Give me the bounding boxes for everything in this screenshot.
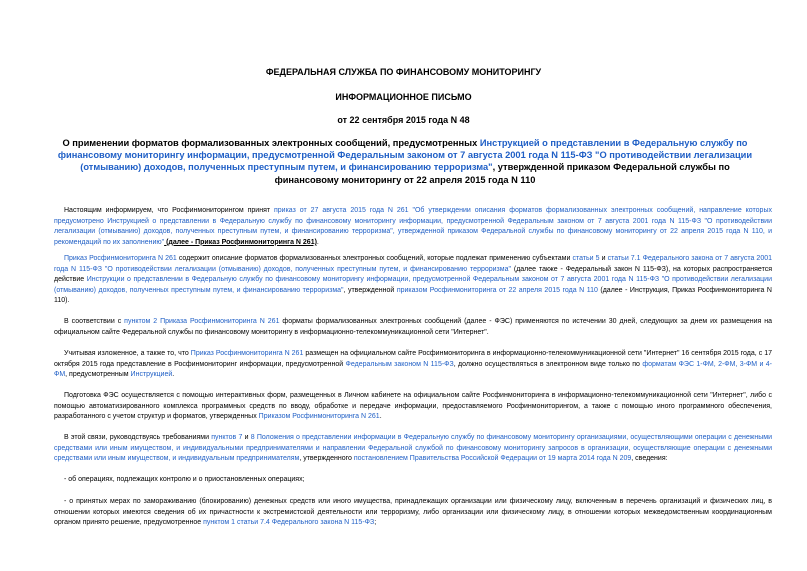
text: .: [172, 371, 175, 379]
paragraph-2: [54, 254, 772, 307]
instruction-link[interactable]: Инструкцией: [130, 371, 173, 379]
paragraph-1: [54, 206, 772, 248]
text: , сведения:: [631, 455, 668, 463]
title-instruction-link[interactable]: Инструкцией о представлении в Федеральную службу по финансовому мониторингу информации, предусмотренной Федеральным законом от 7 августа 2001 года N 115-ФЗ "О противодействии легализации (отмыванию) доходов, полученных преступным путем, и финансированию терроризма": [57, 138, 753, 173]
fes-formats-link[interactable]: форматам ФЭС 1-ФМ, 2-ФМ, 3-ФМ и 4-ФМ: [54, 360, 773, 379]
point-7-link[interactable]: пунктов 7: [211, 434, 243, 441]
text: В соответствии с: [64, 318, 125, 325]
order-261-link[interactable]: Приказом Росфинмониторинга N 261: [258, 413, 380, 421]
order-261-link[interactable]: приказ от 27 августа 2015 года N 261 "Об утверждении описания форматов формализованных электронных сообщений, направление которых предусмотрено Инструкцией о представлении в Федеральную службу по финансовому мониторингу информации, предусмотренной Федеральным законом от 7 августа 2001 года N 115-ФЗ "О противодействии легализации (отмыванию) доходов, полученных преступным путем, и финансированию терроризма", утвержденной приказом Федеральной службы по финансовому мониторингу от 22 апреля 2015 года N 110, и рекомендаций по их заполнению": [54, 207, 772, 246]
text: содержит описание форматов формализованных электронных сообщений, которые подлежат применению субъектами: [176, 255, 573, 262]
text: ;: [374, 519, 377, 527]
title-text: О применении форматов формализованных электронных сообщений, предусмотренных: [62, 138, 480, 148]
text: форматы формализованных электронных сообщений (далее - ФЭС) применяются по истечении 30 дней, следующих за днем их размещения на официальном сайте Федеральной службы по финансовому мониторингу в информационно-телекоммуникационной сети "Интернет".: [54, 318, 772, 336]
order-110-link[interactable]: приказом Росфинмониторинга от 22 апреля 2015 года N 110: [396, 286, 598, 294]
text: .: [316, 238, 319, 246]
order-261-link[interactable]: Приказ Росфинмониторинга N 261: [64, 255, 177, 262]
government-decree-209-link[interactable]: постановлением Правительства Российской Федерации от 19 марта 2014 года N 209: [353, 455, 632, 463]
text: (далее также - Федеральный закон N 115-ФЗ), на которых распространяется действие: [54, 265, 773, 284]
text: , утвержденного: [299, 455, 354, 463]
agency-heading: ФЕДЕРАЛЬНАЯ СЛУЖБА ПО ФИНАНСОВОМУ МОНИТОРИНГУ: [265, 67, 542, 77]
instruction-link[interactable]: Инструкции о представлении в Федеральную службу по финансовому мониторингу информации, предусмотренной Федеральным законом от 7 августа 2001 года N 115-ФЗ "О противодействии легализации (отмыванию) доходов, полученных преступным путем, и финансированию терроризма": [54, 276, 772, 294]
text: , утвержденной: [343, 286, 397, 294]
text: и: [599, 255, 608, 262]
regulation-point-8-link[interactable]: 8 Положения о представлении информации в Федеральную службу по финансовому мониторингу организациями, осуществляющими операции с денежными средствами или иным имуществом, и индивидуальными предпринимателями и направлении Федеральной службой по финансовому мониторингу запросов в организации, осуществляющие операции с денежными средствами или иным имуществом, и индивидуальным предпринимателям: [54, 434, 772, 463]
paragraph-3: [54, 317, 772, 338]
document-type-heading: ИНФОРМАЦИОННОЕ ПИСЬМО: [335, 92, 472, 102]
text: - о принятых мерах по замораживанию (блокированию) денежных средств или иного имущества, принадлежащих организации или физическому лицу, включенным в перечень организаций и физических лиц, в отношении которых имеются сведения об их причастности к экстремистской деятельности или терроризму, либо организации или физическому лицу, в отношении которых межведомственным координационным органом принято решение, предусмотренное: [54, 498, 772, 527]
article-7-1-link[interactable]: статьи 7.1 Федерального закона от 7 августа 2001 года N 115-ФЗ "О противодействии легализации (отмыванию) доходов, полученных преступным путем, и финансированию терроризма": [54, 255, 772, 273]
article-5-link[interactable]: статьи 5: [572, 255, 600, 262]
list-item-freezing: [54, 497, 772, 529]
text: Подготовка ФЭС осуществляется с помощью интерактивных форм, размещенных в Личном кабинете на официальном сайте Росфинмониторинга в информационно-телекоммуникационной сети "Интернет", либо с помощью автоматизированного комплекса программных средств по вводу, обработке и передаче информации, предоставляемого Росфинмониторингом, а также с помощью иного программного обеспечения, разработанного с учетом структур и форматов, утвержденных: [54, 392, 772, 421]
document-title: [50, 137, 760, 186]
text: , предусмотренным: [65, 371, 131, 379]
federal-law-115-link[interactable]: Федеральным законом N 115-ФЗ: [345, 360, 454, 368]
title-text-end: , утвержденной приказом Федеральной службы по финансовому мониторингу от 22 апреля 2015 года N 110: [274, 162, 730, 185]
document-date-number: от 22 сентября 2015 года N 48: [337, 115, 470, 125]
paragraph-6: [54, 433, 772, 465]
text: .: [379, 413, 382, 421]
order-261-short-name: (далее - Приказ Росфинмониторинга N 261): [164, 238, 317, 246]
paragraph-4: [54, 349, 772, 381]
paragraph-5: [54, 391, 772, 423]
text: Настоящим информируем, что Росфинмониторингом принят: [64, 207, 274, 214]
text: В этой связи, руководствуясь требованиями: [64, 434, 212, 441]
article-7-4-link[interactable]: пунктом 1 статьи 7.4 Федерального закона N 115-ФЗ: [203, 519, 375, 527]
order-261-link[interactable]: Приказ Росфинмониторинга N 261: [190, 350, 304, 357]
text: (далее - Инструкция, Приказ Росфинмониторинга N 110).: [54, 286, 772, 305]
list-item-operations: [54, 475, 772, 486]
text: и: [242, 434, 251, 441]
order-261-point-2-link[interactable]: пунктом 2 Приказа Росфинмониторинга N 261: [124, 318, 280, 325]
text: Учитывая изложенное, а также то, что: [64, 350, 191, 357]
text: размещен на официальном сайте Росфинмониторинга в информационно-телекоммуникационной сети "Интернет" 16 сентября 2015 года, с 17 октября 2015 года представление в Росфинмониторинг информации, предусмотренной: [54, 350, 772, 368]
text: , должно осуществляться в электронном виде только по: [453, 360, 643, 368]
text: - об операциях, подлежащих контролю и о приостановленных операциях;: [64, 476, 305, 483]
